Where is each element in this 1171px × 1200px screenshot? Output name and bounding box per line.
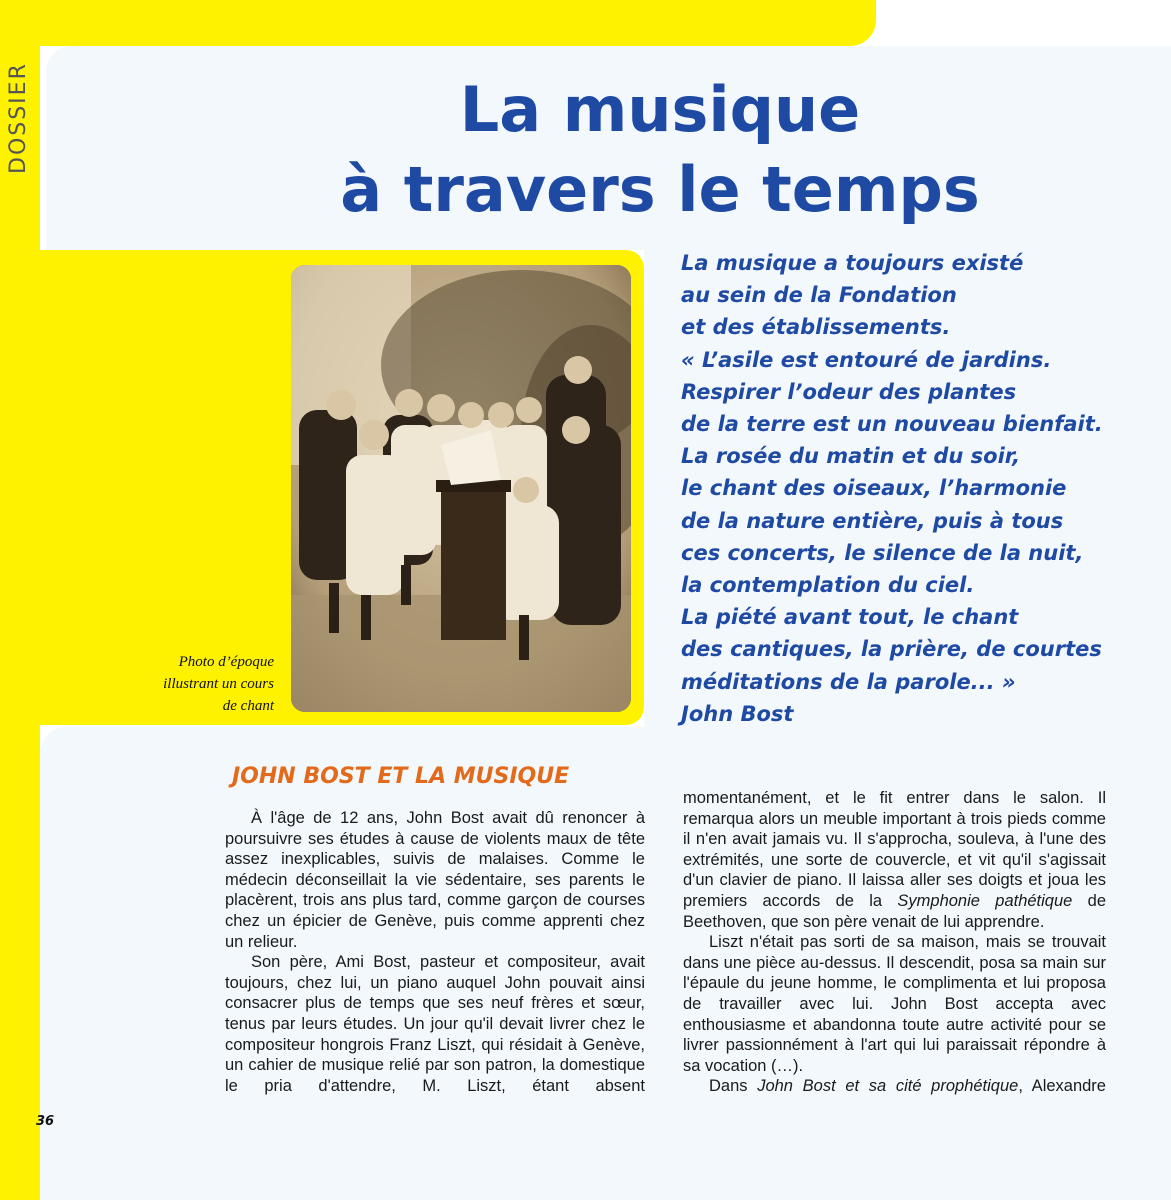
quote-author: John Bost [681, 701, 794, 726]
yellow-top-band [0, 0, 876, 46]
article-paragraph [683, 1076, 1106, 1097]
article-column-left [225, 808, 645, 1096]
quote-line: de la terre est un nouveau bienfait. [681, 412, 1103, 437]
quote-line: La piété avant tout, le chant [681, 605, 1019, 630]
quote-line: La rosée du matin et du soir, [681, 444, 1021, 469]
quote-line: de la nature entière, puis à tous [681, 508, 1064, 533]
caption-line: Photo d’époque [178, 654, 274, 670]
book-title: John Bost et sa cité prophétique [757, 1077, 1019, 1096]
section-heading: JOHN BOST ET LA MUSIQUE [232, 764, 570, 789]
quote-line: la contemplation du ciel. [681, 573, 975, 598]
quote-line: méditations de la parole... » [681, 669, 1016, 694]
quote-line: « L’asile est entouré de jardins. [681, 347, 1052, 372]
title-line-2: à travers le temps [340, 153, 980, 226]
caption-line: de chant [222, 698, 274, 714]
paragraph-text: de Beethoven, que son père venait de lui apprendre. [683, 891, 1107, 931]
historic-photo-illustration [291, 265, 631, 712]
article-paragraph: Son père, Ami Bost, pasteur et compositeur, avait toujours, chez lui, un piano auquel John pouvait ainsi consacrer plus de temps que ses neuf frères et sœur, tenus par leurs études. Un jour qu'il devait livrer chez le compositeur hongrois Franz Liszt, qui résidait à Genève, un cahier de musique relié par son patron, la domestique le pria d'attendre, M. Liszt, étant absent [225, 953, 645, 1095]
intro-quote [681, 247, 1151, 730]
quote-line: La musique a toujours existé [681, 251, 1024, 275]
caption-line: illustrant un cours [163, 676, 274, 692]
quote-line: ces concerts, le silence de la nuit, [681, 540, 1084, 565]
photo-caption [60, 651, 274, 717]
quote-line: Respirer l’odeur des plantes [681, 379, 1017, 404]
page-number: 36 [36, 1114, 55, 1129]
section-tab-label: DOSSIER [6, 62, 31, 174]
paragraph-text: momentanément, et le fit entrer dans le salon. Il remarqua alors un meuble important à trois pieds comme il n'en avait jamais vu. Il s'approcha, souleva, à l'une des extrémités, une sorte de couvercle, et vit qu'il s'agissait d'un clavier de piano. Il laissa aller ses doigts et joua les premiers accords de la [683, 789, 1106, 910]
historic-photo [291, 265, 631, 712]
article-paragraph [683, 788, 1106, 932]
work-title: Symphonie pathétique [897, 891, 1073, 910]
paragraph-text: Dans [709, 1077, 758, 1096]
article-column-right [683, 788, 1106, 1097]
title-line-1: La musique [459, 73, 861, 146]
quote-line: le chant des oiseaux, l’harmonie [681, 476, 1067, 501]
quote-line: des cantiques, la prière, de courtes [681, 637, 1102, 662]
paragraph-text: , Alexandre [1018, 1077, 1106, 1096]
article-paragraph: Liszt n'était pas sorti de sa maison, mais se trouvait dans une pièce au-dessus. Il descendit, posa sa main sur l'épaule du jeune homme, le complimenta et lui proposa de travailler avec lui. John Bost accepta avec enthousiasme et abandonna toute autre activité pour se livrer passionnément à l'art qui lui paraissait répondre à sa vocation (…). [683, 933, 1106, 1075]
quote-line: au sein de la Fondation [681, 283, 957, 308]
page-title [260, 70, 1060, 230]
article-paragraph: À l'âge de 12 ans, John Bost avait dû renoncer à poursuivre ses études à cause de violents maux de tête assez inexplicables, suivis de malaises. Comme le médecin déconseillait la vie sédentaire, ses parents le placèrent, trois ans plus tard, comme garçon de courses chez un épicier de Genève, puis comme apprenti chez un relieur. [225, 809, 645, 951]
quote-line: et des établissements. [681, 315, 951, 340]
